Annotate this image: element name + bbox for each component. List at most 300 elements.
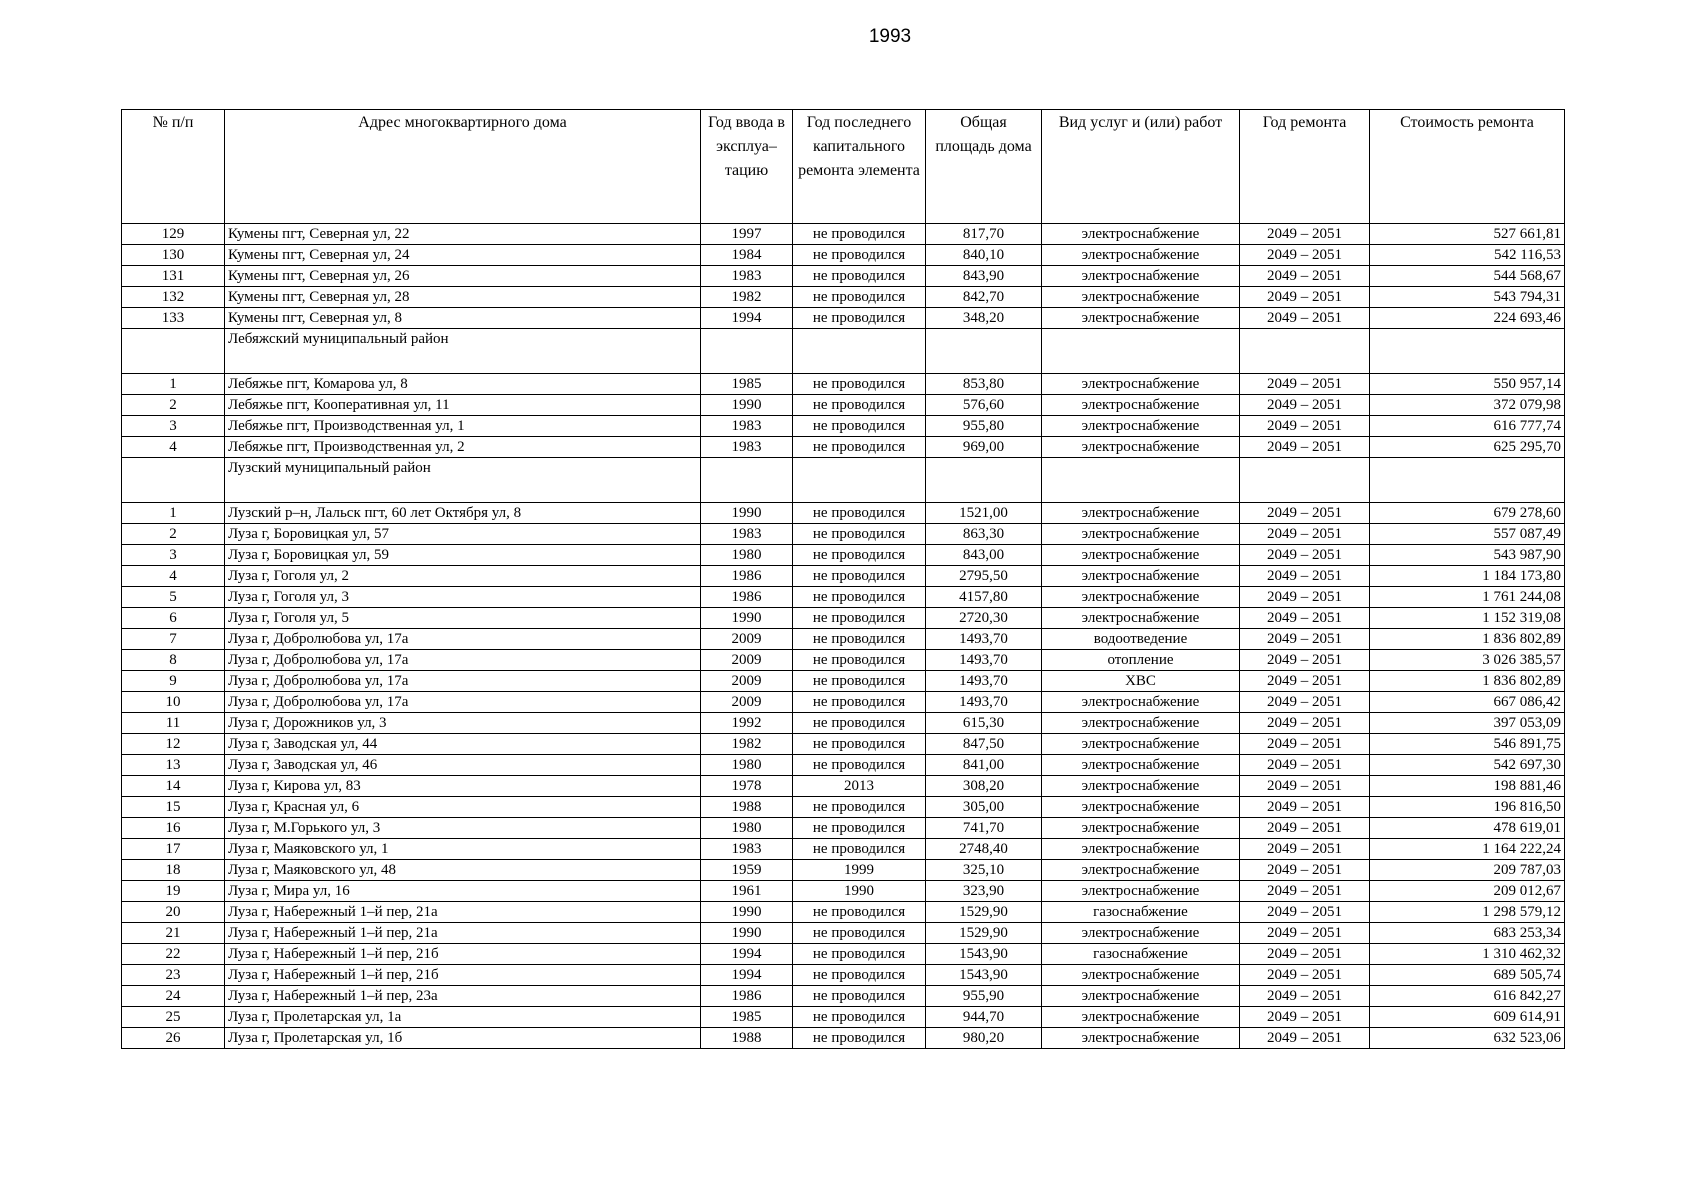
table-row xyxy=(122,608,1565,629)
cell-address: Луза г, Гоголя ул, 5 xyxy=(225,608,701,629)
cell-cost: 557 087,49 xyxy=(1370,524,1565,545)
cell-repair-years: 2049 – 2051 xyxy=(1240,287,1370,308)
cell-address: Луза г, Добролюбова ул, 17а xyxy=(225,671,701,692)
table-row xyxy=(122,587,1565,608)
cell-address: Луза г, Гоголя ул, 2 xyxy=(225,566,701,587)
cell-num: 25 xyxy=(122,1007,225,1028)
cell-last-repair: 2013 xyxy=(793,776,926,797)
table-row xyxy=(122,671,1565,692)
cell-cost: 542 697,30 xyxy=(1370,755,1565,776)
cell-cost: 3 026 385,57 xyxy=(1370,650,1565,671)
cell-address: Луза г, Боровицкая ул, 57 xyxy=(225,524,701,545)
cell-cost: 209 787,03 xyxy=(1370,860,1565,881)
cell-last-repair: не проводился xyxy=(793,692,926,713)
cell-address: Луза г, Пролетарская ул, 1б xyxy=(225,1028,701,1049)
table-row xyxy=(122,1007,1565,1028)
cell-last-repair-empty xyxy=(793,329,926,374)
cell-service: водоотведение xyxy=(1042,629,1240,650)
cell-service: электроснабжение xyxy=(1042,860,1240,881)
cell-repair-years-empty xyxy=(1240,458,1370,503)
cell-cost: 543 794,31 xyxy=(1370,287,1565,308)
table-row xyxy=(122,797,1565,818)
cell-area: 853,80 xyxy=(926,374,1042,395)
table-row xyxy=(122,287,1565,308)
cell-area: 843,90 xyxy=(926,266,1042,287)
table-body xyxy=(122,224,1565,1049)
cell-area: 1543,90 xyxy=(926,944,1042,965)
cell-repair-years: 2049 – 2051 xyxy=(1240,608,1370,629)
cell-num: 13 xyxy=(122,755,225,776)
table-row xyxy=(122,692,1565,713)
table-row xyxy=(122,860,1565,881)
cell-cost: 544 568,67 xyxy=(1370,266,1565,287)
cell-repair-years: 2049 – 2051 xyxy=(1240,734,1370,755)
cell-cost: 478 619,01 xyxy=(1370,818,1565,839)
cell-address: Лебяжье пгт, Производственная ул, 2 xyxy=(225,437,701,458)
cell-area: 2748,40 xyxy=(926,839,1042,860)
cell-area: 842,70 xyxy=(926,287,1042,308)
cell-area: 980,20 xyxy=(926,1028,1042,1049)
header-cost: Стоимость ремонта xyxy=(1370,110,1565,224)
cell-last-repair: не проводился xyxy=(793,713,926,734)
table-row xyxy=(122,416,1565,437)
cell-year-commission: 1983 xyxy=(701,416,793,437)
cell-cost: 196 816,50 xyxy=(1370,797,1565,818)
cell-area: 863,30 xyxy=(926,524,1042,545)
cell-last-repair: не проводился xyxy=(793,797,926,818)
cell-num: 129 xyxy=(122,224,225,245)
cell-repair-years: 2049 – 2051 xyxy=(1240,524,1370,545)
cell-num: 1 xyxy=(122,503,225,524)
cell-area: 2795,50 xyxy=(926,566,1042,587)
cell-area: 308,20 xyxy=(926,776,1042,797)
cell-repair-years: 2049 – 2051 xyxy=(1240,566,1370,587)
cell-cost: 1 836 802,89 xyxy=(1370,671,1565,692)
cell-last-repair-empty xyxy=(793,458,926,503)
cell-num: 18 xyxy=(122,860,225,881)
cell-repair-years: 2049 – 2051 xyxy=(1240,503,1370,524)
cell-num: 7 xyxy=(122,629,225,650)
page-number: 1993 xyxy=(868,26,912,47)
cell-address: Луза г, Добролюбова ул, 17а xyxy=(225,692,701,713)
cell-repair-years: 2049 – 2051 xyxy=(1240,797,1370,818)
cell-area: 1521,00 xyxy=(926,503,1042,524)
cell-cost: 550 957,14 xyxy=(1370,374,1565,395)
cell-num: 4 xyxy=(122,566,225,587)
cell-cost: 542 116,53 xyxy=(1370,245,1565,266)
cell-num: 15 xyxy=(122,797,225,818)
cell-year-commission: 1990 xyxy=(701,902,793,923)
cell-area: 1493,70 xyxy=(926,629,1042,650)
cell-repair-years: 2049 – 2051 xyxy=(1240,650,1370,671)
section-row xyxy=(122,329,1565,374)
table-row xyxy=(122,395,1565,416)
cell-cost: 609 614,91 xyxy=(1370,1007,1565,1028)
cell-cost: 679 278,60 xyxy=(1370,503,1565,524)
cell-service: электроснабжение xyxy=(1042,965,1240,986)
cell-area: 841,00 xyxy=(926,755,1042,776)
table-row xyxy=(122,944,1565,965)
cell-area: 576,60 xyxy=(926,395,1042,416)
table-row xyxy=(122,818,1565,839)
header-year-commission: Год ввода в эксплуа–тацию xyxy=(701,110,793,224)
cell-last-repair: не проводился xyxy=(793,545,926,566)
table-row xyxy=(122,545,1565,566)
cell-service-empty xyxy=(1042,458,1240,503)
header-repair-years: Год ремонта xyxy=(1240,110,1370,224)
cell-num: 2 xyxy=(122,395,225,416)
cell-area: 1529,90 xyxy=(926,902,1042,923)
cell-cost: 209 012,67 xyxy=(1370,881,1565,902)
cell-area: 817,70 xyxy=(926,224,1042,245)
table-row xyxy=(122,734,1565,755)
cell-service: электроснабжение xyxy=(1042,416,1240,437)
cell-year-commission: 1986 xyxy=(701,587,793,608)
cell-repair-years: 2049 – 2051 xyxy=(1240,755,1370,776)
cell-service: электроснабжение xyxy=(1042,308,1240,329)
cell-service: ХВС xyxy=(1042,671,1240,692)
cell-year-commission: 1986 xyxy=(701,566,793,587)
cell-repair-years-empty xyxy=(1240,329,1370,374)
cell-last-repair: 1990 xyxy=(793,881,926,902)
table-row xyxy=(122,923,1565,944)
cell-cost: 683 253,34 xyxy=(1370,923,1565,944)
cell-last-repair: не проводился xyxy=(793,839,926,860)
cell-year-commission: 1992 xyxy=(701,713,793,734)
cell-year-commission: 1984 xyxy=(701,245,793,266)
section-row xyxy=(122,458,1565,503)
cell-service: электроснабжение xyxy=(1042,713,1240,734)
cell-last-repair: не проводился xyxy=(793,755,926,776)
cell-service-empty xyxy=(1042,329,1240,374)
header-num: № п/п xyxy=(122,110,225,224)
cell-repair-years: 2049 – 2051 xyxy=(1240,986,1370,1007)
cell-address: Луза г, Набережный 1–й пер, 21б xyxy=(225,965,701,986)
table-row xyxy=(122,650,1565,671)
cell-cost: 1 152 319,08 xyxy=(1370,608,1565,629)
cell-area: 615,30 xyxy=(926,713,1042,734)
cell-year-commission: 1990 xyxy=(701,923,793,944)
cell-service: электроснабжение xyxy=(1042,566,1240,587)
cell-year-commission: 2009 xyxy=(701,650,793,671)
cell-last-repair: не проводился xyxy=(793,224,926,245)
cell-area: 1543,90 xyxy=(926,965,1042,986)
cell-last-repair: не проводился xyxy=(793,986,926,1007)
cell-repair-years: 2049 – 2051 xyxy=(1240,374,1370,395)
cell-repair-years: 2049 – 2051 xyxy=(1240,308,1370,329)
table-row xyxy=(122,839,1565,860)
cell-year-commission: 1983 xyxy=(701,266,793,287)
table-row xyxy=(122,308,1565,329)
cell-service: газоснабжение xyxy=(1042,902,1240,923)
cell-num: 21 xyxy=(122,923,225,944)
cell-cost: 1 761 244,08 xyxy=(1370,587,1565,608)
cell-repair-years: 2049 – 2051 xyxy=(1240,965,1370,986)
cell-num: 20 xyxy=(122,902,225,923)
cell-cost: 198 881,46 xyxy=(1370,776,1565,797)
cell-cost: 546 891,75 xyxy=(1370,734,1565,755)
section-title: Лебяжский муниципальный район xyxy=(225,329,701,374)
cell-num: 1 xyxy=(122,374,225,395)
cell-cost: 632 523,06 xyxy=(1370,1028,1565,1049)
cell-address: Луза г, Мира ул, 16 xyxy=(225,881,701,902)
cell-address: Луза г, Набережный 1–й пер, 21а xyxy=(225,902,701,923)
cell-service: электроснабжение xyxy=(1042,818,1240,839)
cell-repair-years: 2049 – 2051 xyxy=(1240,224,1370,245)
cell-repair-years: 2049 – 2051 xyxy=(1240,245,1370,266)
cell-repair-years: 2049 – 2051 xyxy=(1240,437,1370,458)
cell-year-commission: 1985 xyxy=(701,1007,793,1028)
cell-last-repair: не проводился xyxy=(793,629,926,650)
cell-cost: 616 842,27 xyxy=(1370,986,1565,1007)
table-row xyxy=(122,245,1565,266)
table-row xyxy=(122,902,1565,923)
cell-last-repair: не проводился xyxy=(793,965,926,986)
cell-num: 130 xyxy=(122,245,225,266)
cell-num: 3 xyxy=(122,545,225,566)
cell-num: 19 xyxy=(122,881,225,902)
cell-cost-empty xyxy=(1370,458,1565,503)
cell-service: электроснабжение xyxy=(1042,734,1240,755)
cell-year-commission: 1983 xyxy=(701,839,793,860)
cell-address: Лузский р–н, Лальск пгт, 60 лет Октября ул, 8 xyxy=(225,503,701,524)
cell-year-commission: 1978 xyxy=(701,776,793,797)
cell-address: Луза г, Маяковского ул, 1 xyxy=(225,839,701,860)
cell-num: 132 xyxy=(122,287,225,308)
cell-year-commission: 1985 xyxy=(701,374,793,395)
cell-service: электроснабжение xyxy=(1042,287,1240,308)
cell-last-repair: не проводился xyxy=(793,566,926,587)
cell-area: 348,20 xyxy=(926,308,1042,329)
cell-address: Лебяжье пгт, Производственная ул, 1 xyxy=(225,416,701,437)
header-address: Адрес многоквартирного дома xyxy=(225,110,701,224)
table-row xyxy=(122,437,1565,458)
cell-cost-empty xyxy=(1370,329,1565,374)
cell-year-commission: 1980 xyxy=(701,545,793,566)
cell-area: 741,70 xyxy=(926,818,1042,839)
cell-num: 24 xyxy=(122,986,225,1007)
cell-year-commission: 2009 xyxy=(701,671,793,692)
cell-address: Луза г, Заводская ул, 46 xyxy=(225,755,701,776)
table-row xyxy=(122,566,1565,587)
cell-service: электроснабжение xyxy=(1042,755,1240,776)
cell-cost: 1 298 579,12 xyxy=(1370,902,1565,923)
cell-service: отопление xyxy=(1042,650,1240,671)
cell-address: Луза г, Кирова ул, 83 xyxy=(225,776,701,797)
cell-address: Кумены пгт, Северная ул, 24 xyxy=(225,245,701,266)
table-row xyxy=(122,503,1565,524)
repair-register-table xyxy=(121,109,1565,1049)
cell-repair-years: 2049 – 2051 xyxy=(1240,839,1370,860)
cell-area: 305,00 xyxy=(926,797,1042,818)
cell-cost: 1 836 802,89 xyxy=(1370,629,1565,650)
table-header xyxy=(122,110,1565,224)
cell-area: 1529,90 xyxy=(926,923,1042,944)
cell-last-repair: не проводился xyxy=(793,944,926,965)
cell-num: 26 xyxy=(122,1028,225,1049)
cell-address: Кумены пгт, Северная ул, 26 xyxy=(225,266,701,287)
cell-year-commission: 1959 xyxy=(701,860,793,881)
cell-year-commission: 1990 xyxy=(701,608,793,629)
cell-year-commission: 1961 xyxy=(701,881,793,902)
cell-address: Лебяжье пгт, Комарова ул, 8 xyxy=(225,374,701,395)
cell-num: 11 xyxy=(122,713,225,734)
cell-num: 131 xyxy=(122,266,225,287)
cell-year-commission: 1986 xyxy=(701,986,793,1007)
cell-cost: 616 777,74 xyxy=(1370,416,1565,437)
cell-cost: 527 661,81 xyxy=(1370,224,1565,245)
cell-service: электроснабжение xyxy=(1042,923,1240,944)
cell-repair-years: 2049 – 2051 xyxy=(1240,818,1370,839)
cell-last-repair: не проводился xyxy=(793,503,926,524)
header-row xyxy=(122,110,1565,224)
cell-area: 955,80 xyxy=(926,416,1042,437)
cell-num: 5 xyxy=(122,587,225,608)
cell-year-commission: 1994 xyxy=(701,965,793,986)
cell-address: Луза г, Дорожников ул, 3 xyxy=(225,713,701,734)
cell-year-commission: 1997 xyxy=(701,224,793,245)
cell-last-repair: не проводился xyxy=(793,902,926,923)
cell-service: электроснабжение xyxy=(1042,797,1240,818)
cell-num: 4 xyxy=(122,437,225,458)
cell-repair-years: 2049 – 2051 xyxy=(1240,395,1370,416)
cell-num: 9 xyxy=(122,671,225,692)
header-last-repair: Год последнего капитального ремонта элемента xyxy=(793,110,926,224)
cell-repair-years: 2049 – 2051 xyxy=(1240,692,1370,713)
cell-repair-years: 2049 – 2051 xyxy=(1240,266,1370,287)
cell-cost: 543 987,90 xyxy=(1370,545,1565,566)
cell-address: Луза г, Добролюбова ул, 17а xyxy=(225,629,701,650)
cell-last-repair: не проводился xyxy=(793,245,926,266)
cell-repair-years: 2049 – 2051 xyxy=(1240,545,1370,566)
cell-num: 10 xyxy=(122,692,225,713)
table-row xyxy=(122,755,1565,776)
cell-address: Луза г, Набережный 1–й пер, 21а xyxy=(225,923,701,944)
cell-address: Лебяжье пгт, Кооперативная ул, 11 xyxy=(225,395,701,416)
cell-address: Кумены пгт, Северная ул, 28 xyxy=(225,287,701,308)
section-title: Лузский муниципальный район xyxy=(225,458,701,503)
cell-address: Луза г, Красная ул, 6 xyxy=(225,797,701,818)
cell-service: электроснабжение xyxy=(1042,881,1240,902)
cell-last-repair: не проводился xyxy=(793,587,926,608)
cell-service: электроснабжение xyxy=(1042,374,1240,395)
cell-num: 16 xyxy=(122,818,225,839)
cell-last-repair: 1999 xyxy=(793,860,926,881)
cell-last-repair: не проводился xyxy=(793,1007,926,1028)
cell-address: Луза г, Набережный 1–й пер, 23а xyxy=(225,986,701,1007)
cell-num: 3 xyxy=(122,416,225,437)
cell-service: электроснабжение xyxy=(1042,986,1240,1007)
cell-year-commission: 1980 xyxy=(701,755,793,776)
cell-year-commission-empty xyxy=(701,329,793,374)
cell-service: электроснабжение xyxy=(1042,545,1240,566)
cell-area: 1493,70 xyxy=(926,692,1042,713)
cell-repair-years: 2049 – 2051 xyxy=(1240,416,1370,437)
cell-last-repair: не проводился xyxy=(793,923,926,944)
cell-year-commission: 2009 xyxy=(701,692,793,713)
cell-repair-years: 2049 – 2051 xyxy=(1240,629,1370,650)
cell-last-repair: не проводился xyxy=(793,416,926,437)
cell-area-empty xyxy=(926,329,1042,374)
cell-last-repair: не проводился xyxy=(793,395,926,416)
cell-service: электроснабжение xyxy=(1042,503,1240,524)
cell-last-repair: не проводился xyxy=(793,818,926,839)
cell-cost: 372 079,98 xyxy=(1370,395,1565,416)
table-row xyxy=(122,224,1565,245)
cell-repair-years: 2049 – 2051 xyxy=(1240,671,1370,692)
cell-cost: 689 505,74 xyxy=(1370,965,1565,986)
cell-area: 944,70 xyxy=(926,1007,1042,1028)
cell-area: 325,10 xyxy=(926,860,1042,881)
cell-repair-years: 2049 – 2051 xyxy=(1240,944,1370,965)
cell-repair-years: 2049 – 2051 xyxy=(1240,713,1370,734)
cell-service: электроснабжение xyxy=(1042,1028,1240,1049)
cell-area: 323,90 xyxy=(926,881,1042,902)
cell-area-empty xyxy=(926,458,1042,503)
cell-area: 955,90 xyxy=(926,986,1042,1007)
cell-repair-years: 2049 – 2051 xyxy=(1240,776,1370,797)
cell-year-commission: 1980 xyxy=(701,818,793,839)
table-row xyxy=(122,629,1565,650)
cell-address: Луза г, Набережный 1–й пер, 21б xyxy=(225,944,701,965)
table-row xyxy=(122,266,1565,287)
cell-last-repair: не проводился xyxy=(793,734,926,755)
cell-num: 133 xyxy=(122,308,225,329)
cell-year-commission: 1982 xyxy=(701,287,793,308)
cell-repair-years: 2049 – 2051 xyxy=(1240,902,1370,923)
cell-cost: 625 295,70 xyxy=(1370,437,1565,458)
cell-address: Кумены пгт, Северная ул, 8 xyxy=(225,308,701,329)
table-row xyxy=(122,1028,1565,1049)
cell-area: 969,00 xyxy=(926,437,1042,458)
cell-address: Луза г, М.Горького ул, 3 xyxy=(225,818,701,839)
cell-service: электроснабжение xyxy=(1042,224,1240,245)
cell-last-repair: не проводился xyxy=(793,650,926,671)
cell-last-repair: не проводился xyxy=(793,608,926,629)
cell-service: электроснабжение xyxy=(1042,776,1240,797)
table-row xyxy=(122,965,1565,986)
cell-address: Луза г, Маяковского ул, 48 xyxy=(225,860,701,881)
cell-cost: 397 053,09 xyxy=(1370,713,1565,734)
cell-area: 1493,70 xyxy=(926,671,1042,692)
cell-num: 12 xyxy=(122,734,225,755)
cell-repair-years: 2049 – 2051 xyxy=(1240,587,1370,608)
cell-num-empty xyxy=(122,458,225,503)
cell-area: 2720,30 xyxy=(926,608,1042,629)
cell-repair-years: 2049 – 2051 xyxy=(1240,1007,1370,1028)
table-row xyxy=(122,713,1565,734)
cell-area: 1493,70 xyxy=(926,650,1042,671)
cell-cost: 1 310 462,32 xyxy=(1370,944,1565,965)
cell-num: 6 xyxy=(122,608,225,629)
cell-repair-years: 2049 – 2051 xyxy=(1240,860,1370,881)
header-area: Общая площадь дома xyxy=(926,110,1042,224)
cell-address: Луза г, Пролетарская ул, 1а xyxy=(225,1007,701,1028)
cell-cost: 224 693,46 xyxy=(1370,308,1565,329)
table-row xyxy=(122,524,1565,545)
cell-year-commission: 2009 xyxy=(701,629,793,650)
cell-repair-years: 2049 – 2051 xyxy=(1240,881,1370,902)
cell-num: 22 xyxy=(122,944,225,965)
cell-service: электроснабжение xyxy=(1042,839,1240,860)
cell-last-repair: не проводился xyxy=(793,437,926,458)
cell-service: газоснабжение xyxy=(1042,944,1240,965)
cell-area: 4157,80 xyxy=(926,587,1042,608)
cell-num: 17 xyxy=(122,839,225,860)
cell-last-repair: не проводился xyxy=(793,287,926,308)
cell-year-commission: 1988 xyxy=(701,1028,793,1049)
cell-address: Луза г, Боровицкая ул, 59 xyxy=(225,545,701,566)
